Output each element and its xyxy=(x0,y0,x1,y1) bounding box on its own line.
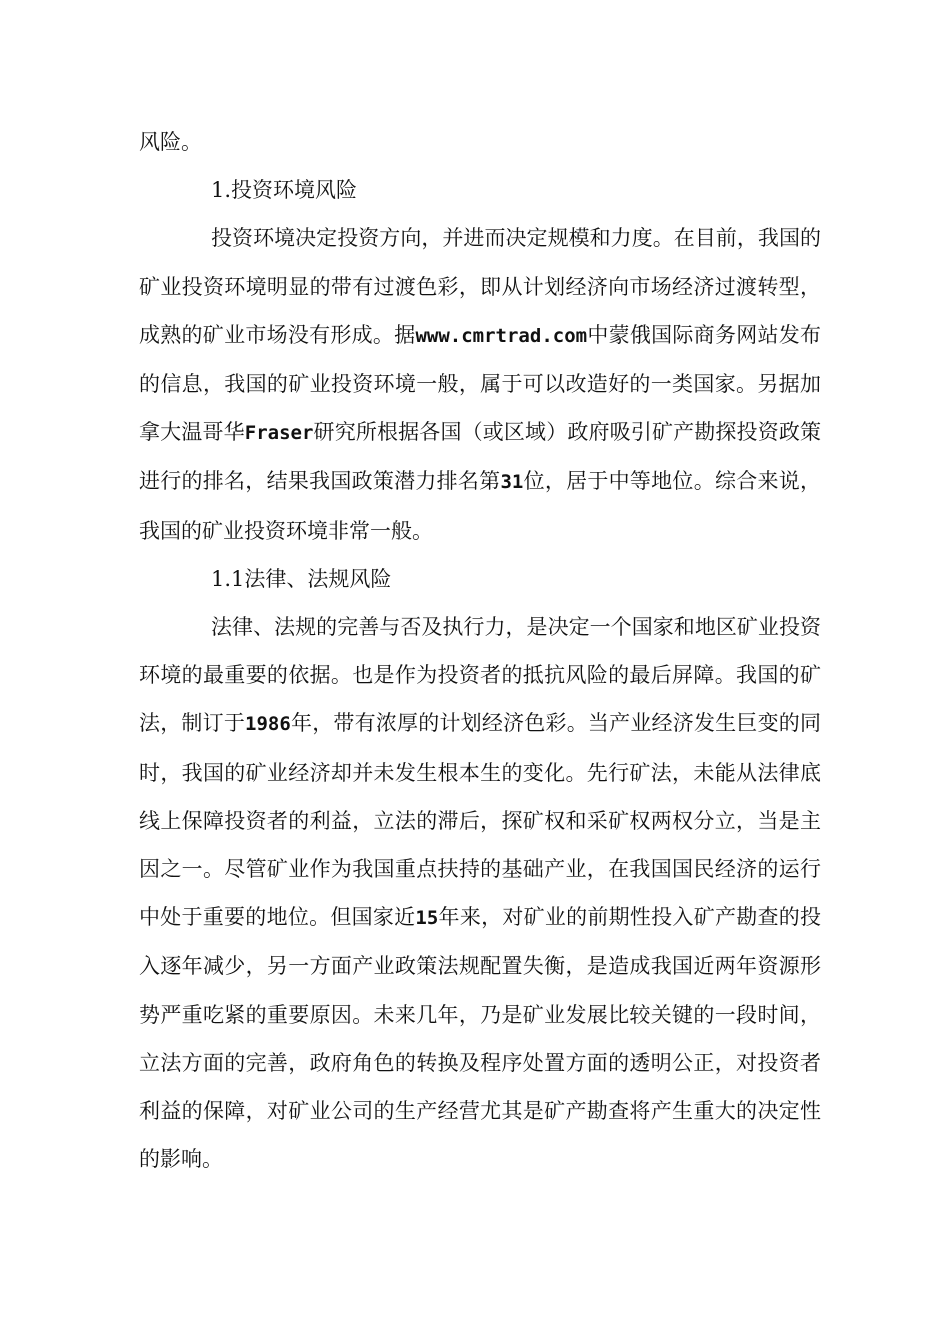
fraser-name: Fraser xyxy=(244,422,314,445)
section-1-text-part2: 中蒙俄国际商务网站发布的信息，我国的矿业投资环境一般，属于可以改造好的一类国家。另据加拿大温哥华 xyxy=(139,322,822,445)
section-1-1-text-part3: 年来，对矿业的前期性投入矿产勘查的投入逐年减少，另一方面产业政策法规配置失衡，是造成我国近两年资源形势严重吃紧的重要原因。未来几年，乃是矿业发展比较关键的一段时间，立法方面的完善，政府角色的转换及程序处置方面的透明公正，对投资者利益的保障，对矿业公司的生产经营尤其是矿产勘查将产生重大的决定性的影响。 xyxy=(139,905,822,1172)
document-body xyxy=(139,118,821,1183)
years-number: 15 xyxy=(415,907,439,930)
website-url: www.cmrtrad.com xyxy=(415,324,588,347)
section-1-heading: 1.投资环境风险 xyxy=(211,178,358,203)
section-1-paragraph xyxy=(139,214,821,554)
section-1-text-part1: 投资环境决定投资方向，并进而决定规模和力度。在目前，我国的矿业投资环境明显的带有过渡色彩，即从计划经济向市场经济过渡转型，成熟的矿业市场没有形成。据 xyxy=(139,226,821,347)
rank-number: 31 xyxy=(500,471,524,494)
section-1-1-heading: 1.1法律、法规风险 xyxy=(211,566,392,591)
section-1-1-text-part1: 法律、法规的完善与否及执行力，是决定一个国家和地区矿业投资环境的最重要的依据。也是作为投资者的抵抗风险的最后屏障。我国的矿法，制订于 xyxy=(139,615,821,736)
section-1-text-part4: 位，居于中等地位。综合来说，我国的矿业投资环境非常一般。 xyxy=(139,469,822,543)
section-1-1-text-part2: 年，带有浓厚的计划经济色彩。当产业经济发生巨变的同时，我国的矿业经济却并未发生根本生的变化。先行矿法，未能从法律底线上保障投资者的利益，立法的滞后，探矿权和采矿权两权分立，当是主因之一。尽管矿业作为我国重点扶持的基础产业，在我国国民经济的运行中处于重要的地位。但国家近 xyxy=(139,711,822,930)
lead-fragment: 风险。 xyxy=(139,130,202,154)
year-number: 1986 xyxy=(245,713,291,736)
section-1-text-part3: 研究所根据各国（或区域）政府吸引矿产勘探投资政策进行的排名，结果我国政策潜力排名第 xyxy=(139,420,822,494)
section-1-1-paragraph xyxy=(139,603,821,1183)
